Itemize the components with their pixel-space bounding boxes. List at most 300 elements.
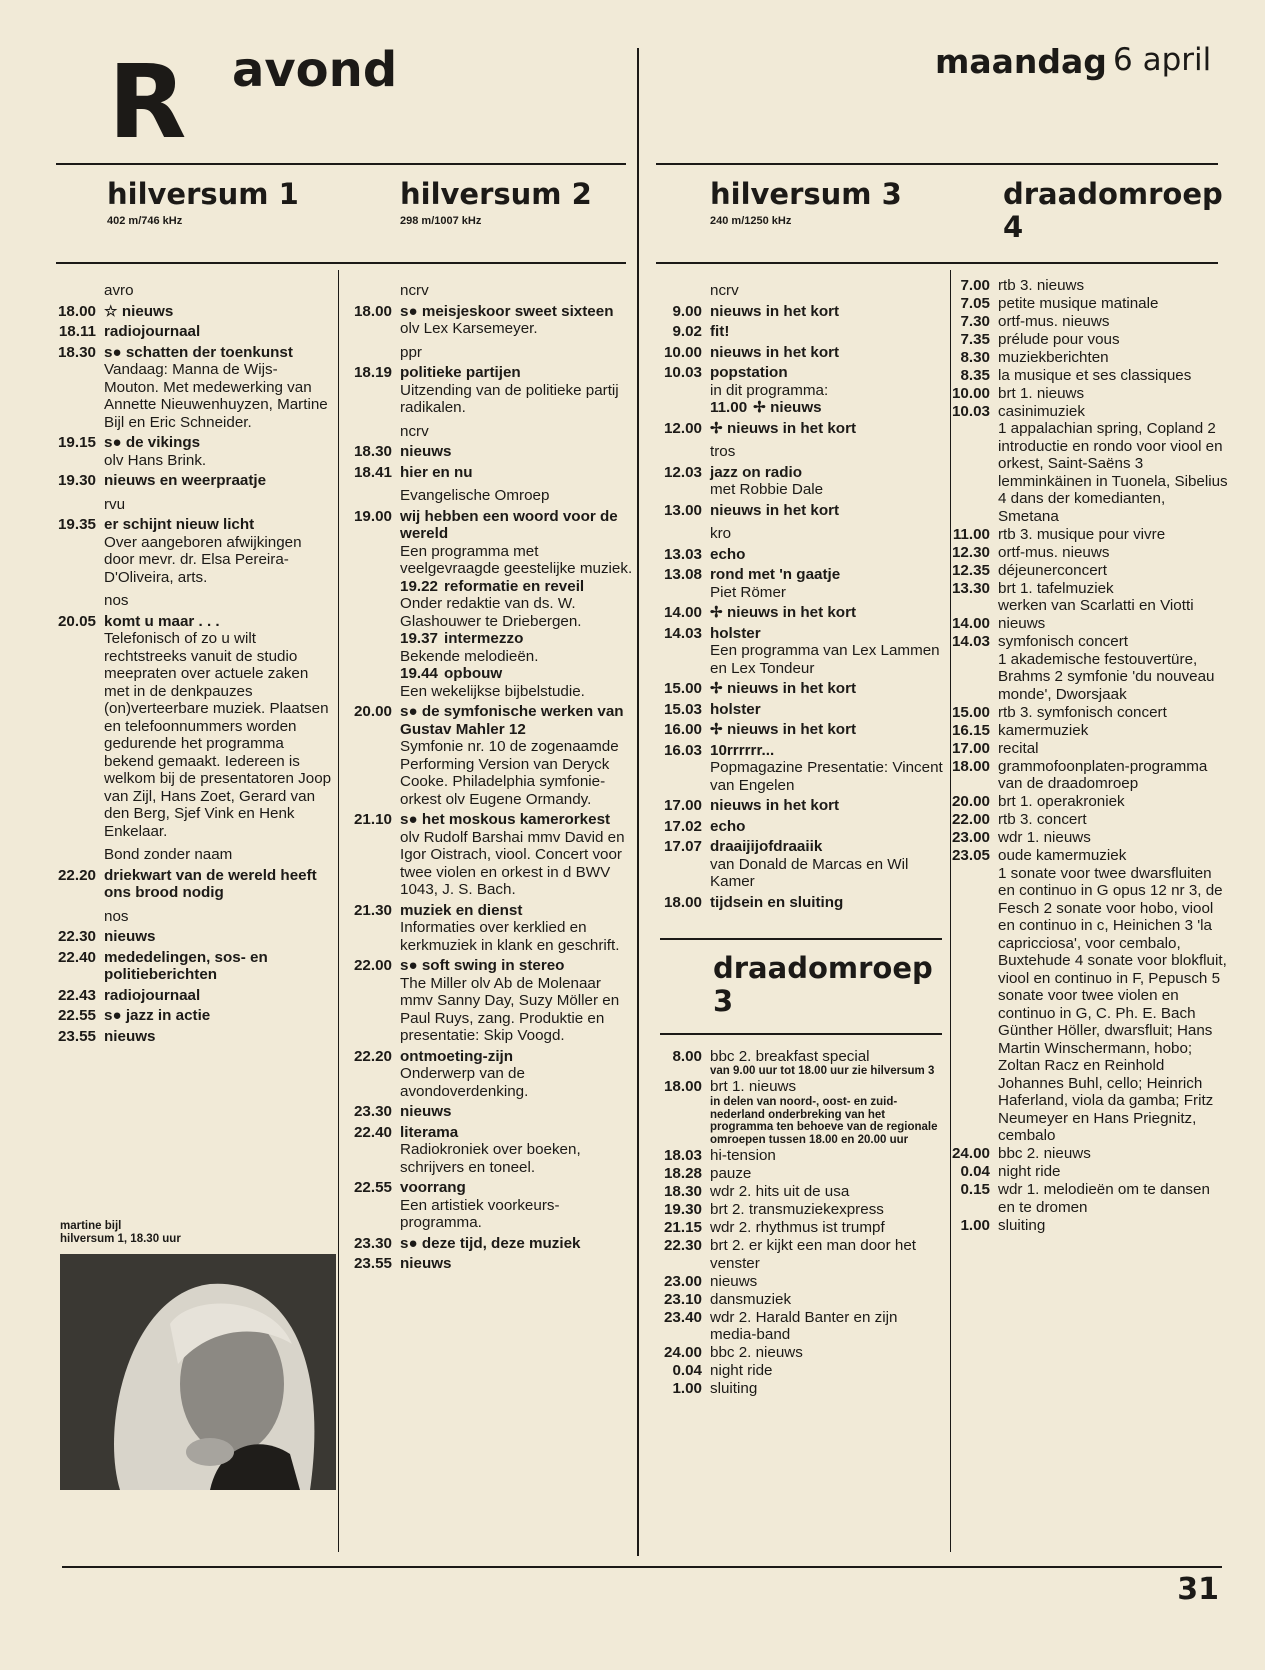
program-body xyxy=(104,1007,332,1025)
sub-program-title: intermezzo xyxy=(444,630,524,647)
program-time: 18.30 xyxy=(353,443,392,460)
program-row xyxy=(946,313,1230,331)
program-title: oude kamermuziek xyxy=(998,847,1127,864)
program-time: 22.20 xyxy=(353,1047,392,1065)
program-row xyxy=(946,829,1230,847)
program-body xyxy=(710,838,944,891)
program-time: 0.04 xyxy=(672,1362,702,1380)
program-title: ortf-mus. nieuws xyxy=(998,312,1110,330)
program-title: sluiting xyxy=(710,1380,758,1398)
program-body xyxy=(710,680,944,698)
program-body xyxy=(710,1273,944,1291)
program-description: Over aangeboren afwijkingen door mevr. dr. Elsa Pereira-D'Oliveira, arts. xyxy=(104,533,302,586)
program-title: hi-tension xyxy=(710,1147,776,1165)
program-row xyxy=(658,323,944,341)
station-d4-name: draadomroep 4 xyxy=(1003,177,1223,245)
program-time: 1.00 xyxy=(960,1216,990,1234)
program-row xyxy=(52,949,332,984)
station-h2 xyxy=(400,178,592,227)
program-title: nieuws in het kort xyxy=(710,501,840,519)
station-name: hilversum 3 xyxy=(710,177,902,211)
program-body xyxy=(710,344,944,362)
photo-caption xyxy=(60,1220,336,1246)
program-time: 7.00 xyxy=(960,276,990,294)
broadcaster-row xyxy=(348,344,634,362)
program-title: rtb 3. nieuws xyxy=(998,276,1085,294)
program-title: dansmuziek xyxy=(710,1290,792,1308)
broadcaster-row xyxy=(52,496,332,514)
program-time: 22.00 xyxy=(353,957,392,974)
program-row xyxy=(946,615,1230,633)
program-body xyxy=(400,811,634,899)
program-title: ✢ nieuws in het kort xyxy=(710,604,857,621)
time-spacer xyxy=(658,443,710,461)
program-body xyxy=(710,1165,944,1183)
program-time: 15.03 xyxy=(663,700,702,718)
program-time: 23.30 xyxy=(353,1103,392,1120)
broadcaster-name: tros xyxy=(710,443,736,460)
program-body xyxy=(710,1237,944,1272)
program-body xyxy=(998,615,1230,633)
program-row xyxy=(658,303,944,321)
program-title: s● schatten der toenkunst xyxy=(104,343,293,361)
program-title: déjeunerconcert xyxy=(998,561,1107,579)
program-description: Vandaag: Manna de Wijs-Mouton. Met medewerking van Annette Nieuwenhuyzen, Martine Bijl en Eric Schneider. xyxy=(104,361,328,431)
program-row xyxy=(52,928,332,946)
column-divider xyxy=(637,48,639,1556)
time-spacer xyxy=(52,846,104,864)
program-title: radiojournaal xyxy=(104,323,201,340)
program-row xyxy=(658,1344,944,1362)
program-title: rtb 3. symfonisch concert xyxy=(998,703,1167,721)
program-time: 14.03 xyxy=(951,633,990,650)
program-row xyxy=(52,344,332,432)
sub-program-time: 19.44 xyxy=(400,665,439,682)
program-time: 12.00 xyxy=(663,419,702,437)
program-time: 15.00 xyxy=(951,703,990,721)
program-time: 10.00 xyxy=(663,343,702,361)
program-body xyxy=(400,303,634,338)
program-description: Symfonie nr. 10 de zogenaamde Performing Version van Deryck Cooke. Philadelphia symfonie-orkest olv Eugene Ormandy. xyxy=(400,738,619,808)
program-row xyxy=(658,604,944,622)
time-spacer xyxy=(348,344,400,362)
program-time: 21.15 xyxy=(663,1219,702,1237)
program-time: 8.35 xyxy=(960,366,990,384)
program-description: met Robbie Dale xyxy=(710,481,824,498)
sub-program-time: 19.22 xyxy=(400,577,439,595)
program-body xyxy=(710,1380,944,1398)
program-title: wdr 2. Harald Banter en zijn media-band xyxy=(710,1308,898,1344)
program-body xyxy=(400,1048,634,1101)
program-time: 23.40 xyxy=(663,1308,702,1326)
program-time: 18.00 xyxy=(663,1078,702,1096)
program-title: voorrang xyxy=(400,1179,466,1196)
program-time: 15.00 xyxy=(663,680,702,697)
schedule-draadomroep-3 xyxy=(658,1047,944,1398)
program-body xyxy=(998,847,1230,1145)
page-number: 31 xyxy=(1177,1572,1219,1607)
program-body xyxy=(710,1344,944,1362)
station-frequency: 240 m/1250 kHz xyxy=(710,215,792,228)
program-title: draaijijofdraaiik xyxy=(710,838,823,855)
program-time: 19.15 xyxy=(57,434,96,451)
header-rule-left xyxy=(56,163,626,165)
program-title: s● soft swing in stereo xyxy=(400,957,565,974)
program-row xyxy=(658,838,944,891)
program-title: ✢ nieuws in het kort xyxy=(710,419,857,437)
program-row xyxy=(946,349,1230,367)
sub-program-description: Onder redaktie van ds. W. Glashouwer te Driebergen. xyxy=(400,595,582,630)
day-label: maandag xyxy=(935,42,1107,81)
program-body xyxy=(998,526,1230,544)
program-body xyxy=(104,867,332,902)
program-time: 16.00 xyxy=(663,721,702,738)
program-title: sluiting xyxy=(998,1216,1046,1234)
program-title: echo xyxy=(710,817,746,835)
program-title: nieuws xyxy=(710,1272,758,1290)
program-time: 8.00 xyxy=(672,1047,702,1065)
time-spacer xyxy=(658,282,710,300)
program-title: wij hebben een woord voor de wereld xyxy=(400,507,618,542)
program-time: 10.03 xyxy=(951,402,990,420)
program-body xyxy=(710,364,944,417)
program-row xyxy=(658,1219,944,1237)
program-time: 22.55 xyxy=(57,1007,96,1024)
program-time: 14.03 xyxy=(663,624,702,642)
program-time: 11.00 xyxy=(952,525,990,543)
program-title: ✢ nieuws in het kort xyxy=(710,680,857,697)
program-time: 22.55 xyxy=(353,1179,392,1196)
program-title: wdr 2. rhythmus ist trumpf xyxy=(710,1219,885,1237)
broadcaster-name: nos xyxy=(104,907,129,925)
program-time: 17.07 xyxy=(663,838,702,855)
program-row xyxy=(348,1048,634,1101)
station-d3-name: draadomroep 3 xyxy=(713,951,933,1019)
program-description: 1 appalachian spring, Copland 2 introductie en rondo voor viool en orkest, Saint-Saëns 3 lemminkäinen in Tuonela, Sibelius 4 dans der komedianten, Smetana xyxy=(998,420,1228,525)
program-title: kamermuziek xyxy=(998,721,1089,739)
broadcaster-row xyxy=(52,846,332,864)
program-title: s● meisjeskoor sweet sixteen xyxy=(400,302,614,320)
program-row xyxy=(946,740,1230,758)
program-time: 21.10 xyxy=(353,811,392,828)
program-row xyxy=(946,758,1230,793)
program-row xyxy=(52,303,332,321)
program-body xyxy=(104,344,332,432)
program-row xyxy=(946,331,1230,349)
program-title: nieuws xyxy=(104,928,156,945)
program-body xyxy=(400,1235,634,1253)
sub-program-title: opbouw xyxy=(444,665,503,682)
sub-program-description: Bekende melodieën. xyxy=(400,647,539,665)
program-description: Informaties over kerklied en kerkmuziek in klank en geschrift. xyxy=(400,919,620,954)
program-time: 0.15 xyxy=(960,1181,990,1198)
program-row xyxy=(348,1179,634,1232)
program-row xyxy=(658,502,944,520)
program-description: olv Lex Karsemeyer. xyxy=(400,320,538,337)
station-frequency: 298 m/1007 kHz xyxy=(400,215,482,228)
program-title: brt 2. er kijkt een man door het venster xyxy=(710,1237,916,1272)
program-time: 12.30 xyxy=(951,543,990,561)
time-spacer xyxy=(52,592,104,610)
date-label: 6 april xyxy=(1113,42,1212,78)
program-time: 18.00 xyxy=(663,893,702,911)
broadcaster-row xyxy=(52,908,332,926)
program-row xyxy=(52,867,332,902)
program-row xyxy=(658,1078,944,1147)
program-title: la musique et ses classiques xyxy=(998,366,1192,384)
program-body xyxy=(710,420,944,438)
broadcaster-row xyxy=(658,525,944,543)
program-body xyxy=(400,703,634,808)
program-row xyxy=(348,703,634,808)
program-body xyxy=(104,987,332,1005)
program-time: 22.40 xyxy=(353,1123,392,1141)
broadcaster-name: ncrv xyxy=(400,282,429,299)
program-time: 14.00 xyxy=(951,615,990,632)
program-title: brt 1. nieuws xyxy=(710,1078,797,1096)
sub-program xyxy=(400,630,634,648)
program-title: driekwart van de wereld heeft ons brood nodig xyxy=(104,866,317,901)
program-row xyxy=(348,957,634,1045)
program-body xyxy=(998,403,1230,526)
broadcaster-name: kro xyxy=(710,525,732,542)
program-time: 12.03 xyxy=(663,463,702,481)
program-row xyxy=(658,1048,944,1078)
program-row xyxy=(946,1217,1230,1235)
program-body xyxy=(998,704,1230,722)
program-row xyxy=(658,566,944,601)
program-body xyxy=(104,1028,332,1046)
program-time: 22.20 xyxy=(57,866,96,884)
program-row xyxy=(946,526,1230,544)
program-time: 24.00 xyxy=(951,1145,990,1162)
program-description: olv Rudolf Barshai mmv David en Igor Oistrach, viool. Concert voor twee violen en orkest in d BWV 1043, J. S. Bach. xyxy=(400,828,625,898)
program-time: 18.00 xyxy=(951,757,990,775)
time-spacer xyxy=(52,496,104,514)
program-body xyxy=(400,464,634,482)
program-time: 0.04 xyxy=(960,1163,990,1180)
program-time: 13.00 xyxy=(663,501,702,519)
broadcaster-row xyxy=(52,592,332,610)
program-time: 20.00 xyxy=(951,793,990,810)
program-time: 22.40 xyxy=(57,948,96,966)
program-body xyxy=(998,633,1230,703)
program-body xyxy=(998,1163,1230,1181)
station-rule-right xyxy=(656,262,1218,264)
program-title: s● de symfonische werken van Gustav Mahler 12 xyxy=(400,703,624,738)
program-row xyxy=(658,894,944,912)
program-row xyxy=(658,1183,944,1201)
program-body xyxy=(710,303,944,321)
program-row xyxy=(658,1362,944,1380)
broadcaster-row xyxy=(658,282,944,300)
station-frequency: 402 m/746 kHz xyxy=(107,215,183,228)
broadcaster-row xyxy=(348,487,634,505)
program-body xyxy=(710,894,944,912)
program-row xyxy=(658,1147,944,1165)
program-description: olv Hans Brink. xyxy=(104,451,207,469)
program-time: 23.55 xyxy=(353,1255,392,1272)
program-row xyxy=(658,818,944,836)
program-body xyxy=(998,277,1230,295)
program-row xyxy=(658,546,944,564)
program-row xyxy=(52,516,332,586)
program-title: nieuws xyxy=(400,443,452,460)
program-title: bbc 2. nieuws xyxy=(998,1145,1091,1162)
station-name: hilversum 1 xyxy=(107,177,299,211)
sub-program xyxy=(400,665,634,683)
caption-line: hilversum 1, 18.30 uur xyxy=(60,1233,181,1245)
program-body xyxy=(400,1124,634,1177)
time-spacer xyxy=(348,423,400,441)
program-time: 7.35 xyxy=(960,330,990,348)
program-body xyxy=(400,1255,634,1273)
d3-top-rule xyxy=(660,938,942,940)
program-title: s● het moskous kamerorkest xyxy=(400,811,611,828)
logo-letter: R xyxy=(108,43,185,162)
program-body xyxy=(710,701,944,719)
program-time: 17.00 xyxy=(663,797,702,814)
program-row xyxy=(658,1201,944,1219)
program-body xyxy=(998,385,1230,403)
program-title: nieuws xyxy=(104,1027,156,1045)
d3-bottom-rule xyxy=(660,1033,942,1035)
program-time: 18.30 xyxy=(663,1183,702,1201)
program-row xyxy=(946,403,1230,526)
program-body xyxy=(998,811,1230,829)
program-title: ontmoeting-zijn xyxy=(400,1047,514,1065)
program-row xyxy=(946,633,1230,703)
sub-program-time: 19.37 xyxy=(400,630,439,647)
program-body xyxy=(710,566,944,601)
program-body xyxy=(710,625,944,678)
program-time: 18.30 xyxy=(57,343,96,361)
program-title: rtb 3. concert xyxy=(998,811,1087,828)
program-title: wdr 1. melodieën om te dansen en te dromen xyxy=(998,1181,1210,1216)
program-description: Piet Römer xyxy=(710,583,786,601)
program-title: petite musique matinale xyxy=(998,294,1159,312)
program-time: 1.00 xyxy=(672,1380,702,1398)
program-time: 18.11 xyxy=(58,323,96,340)
program-time: 19.30 xyxy=(663,1201,702,1219)
program-description: in dit programma: xyxy=(710,381,829,399)
program-body xyxy=(998,722,1230,740)
program-row xyxy=(946,704,1230,722)
broadcaster-name: ppr xyxy=(400,343,422,361)
program-time: 9.00 xyxy=(672,302,702,320)
program-description: 1 sonate voor twee dwarsfluiten en continuo in G opus 12 nr 3, de Fesch 2 sonate voor hobo, viool en continuo in c, Heinichen 3 'la capricciosa', voor cembalo, Buxtehude 4 sonate voor blokfluit, viool en continuo in F, Pepusch 5 sonate voor twee violen en continuo in G, C. Ph. E. Bach Günther Höller, dwarsfluit; Hans Martin Winschermann, hobo; Zoltan Racz en Reinhold Johannes Buhl, cello; Heinrich Haferland, viola da gamba; Fritz Neumeyer en Hans Priegnitz, cembalo xyxy=(998,864,1227,1144)
program-body xyxy=(400,1103,634,1121)
time-spacer xyxy=(658,525,710,543)
program-row xyxy=(52,472,332,490)
program-body xyxy=(998,1145,1230,1163)
footer-rule xyxy=(62,1566,1222,1568)
program-row xyxy=(348,1255,634,1273)
program-body xyxy=(710,604,944,622)
program-title: holster xyxy=(710,624,761,642)
program-row xyxy=(658,1237,944,1272)
program-time: 7.30 xyxy=(960,312,990,330)
program-row xyxy=(658,680,944,698)
broadcaster-name: avro xyxy=(104,282,134,299)
program-note: van 9.00 uur tot 18.00 uur zie hilversum 3 xyxy=(710,1065,935,1077)
program-title: nieuws in het kort xyxy=(710,302,840,320)
sub-program xyxy=(710,399,944,417)
program-row xyxy=(946,544,1230,562)
sub-program-title: reformatie en reveil xyxy=(444,577,585,595)
program-body xyxy=(998,740,1230,758)
program-title: nieuws xyxy=(400,1103,452,1120)
portrait-photo xyxy=(60,1254,336,1490)
station-h3 xyxy=(710,178,902,227)
schedule-hilversum-3 xyxy=(658,276,944,911)
program-title: s● de vikings xyxy=(104,434,201,451)
program-body xyxy=(104,928,332,946)
program-body xyxy=(710,1362,944,1380)
program-body xyxy=(710,818,944,836)
program-title: 10rrrrrr... xyxy=(710,741,775,759)
station-h1 xyxy=(107,178,299,227)
program-row xyxy=(946,562,1230,580)
program-body xyxy=(710,1309,944,1344)
program-time: 19.30 xyxy=(57,472,96,489)
broadcaster-row xyxy=(52,282,332,300)
program-title: casinimuziek xyxy=(998,402,1085,420)
program-time: 18.00 xyxy=(57,302,96,320)
program-title: s● deze tijd, deze muziek xyxy=(400,1234,581,1252)
program-body xyxy=(400,443,634,461)
broadcaster-name: rvu xyxy=(104,495,126,513)
program-time: 17.02 xyxy=(663,817,702,835)
program-time: 22.00 xyxy=(951,811,990,828)
program-time: 20.05 xyxy=(57,612,96,630)
program-body xyxy=(710,1201,944,1219)
sub-program-title: ✢ nieuws xyxy=(753,399,822,416)
station-rule-left xyxy=(56,262,626,264)
program-body xyxy=(400,364,634,417)
program-row xyxy=(946,367,1230,385)
program-row xyxy=(52,434,332,469)
program-time: 17.00 xyxy=(951,739,990,757)
program-title: muziekberichten xyxy=(998,348,1109,366)
program-time: 18.41 xyxy=(353,463,392,481)
program-title: bbc 2. breakfast special xyxy=(710,1047,870,1065)
program-body xyxy=(710,1147,944,1165)
program-body xyxy=(710,502,944,520)
program-title: rtb 3. musique pour vivre xyxy=(998,525,1166,543)
program-row xyxy=(52,613,332,841)
sub-program-time: 11.00 xyxy=(710,399,748,416)
program-title: brt 2. transmuziekexpress xyxy=(710,1201,884,1219)
program-body xyxy=(104,323,332,341)
program-time: 18.03 xyxy=(663,1147,702,1165)
program-time: 23.00 xyxy=(663,1272,702,1290)
program-title: bbc 2. nieuws xyxy=(710,1344,803,1362)
program-row xyxy=(658,1165,944,1183)
program-row xyxy=(52,323,332,341)
program-row xyxy=(348,464,634,482)
program-body xyxy=(998,367,1230,385)
program-title: rond met 'n gaatje xyxy=(710,566,841,583)
program-title: nieuws in het kort xyxy=(710,797,840,814)
program-note: in delen van noord-, oost- en zuid-nederland onderbreking van het programma ten behoeve van de regionale omroepen tussen 18.00 en 20.00 uur xyxy=(710,1095,938,1147)
program-row xyxy=(52,1028,332,1046)
time-spacer xyxy=(52,282,104,300)
program-description: The Miller olv Ab de Molenaar mmv Sanny Day, Suzy Möller en Paul Ruys, zang. Produktie en presentatie: Skip Voogd. xyxy=(400,974,620,1044)
program-time: 20.00 xyxy=(353,703,392,720)
program-title: jazz on radio xyxy=(710,463,802,481)
program-row xyxy=(348,303,634,338)
